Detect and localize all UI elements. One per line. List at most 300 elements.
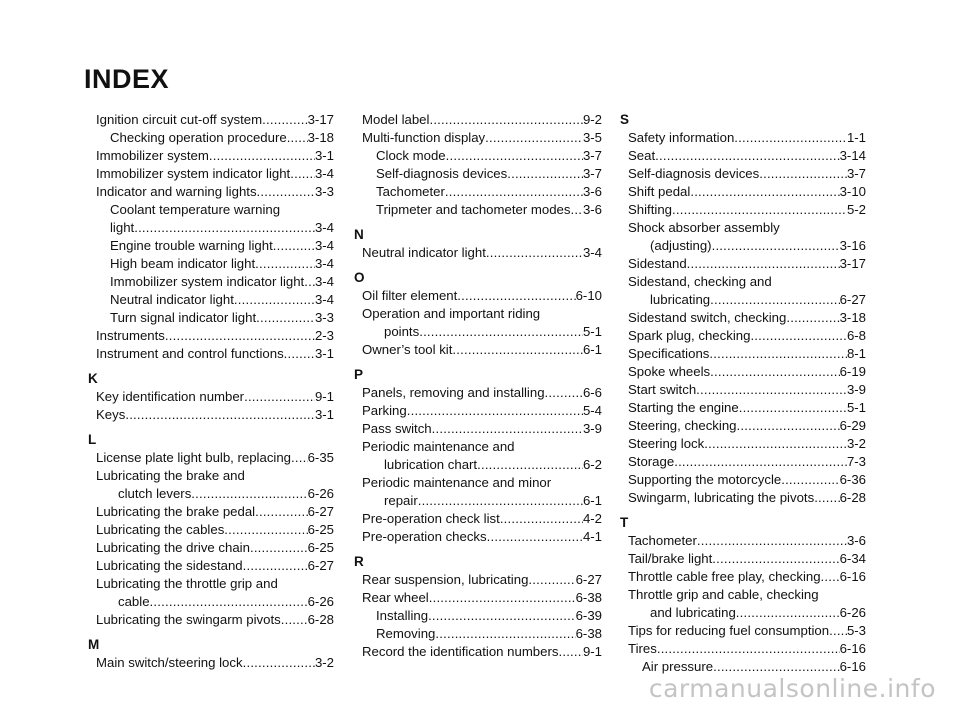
page-number: 2-3 (314, 328, 334, 343)
entry-text: Clock mode (376, 148, 446, 163)
index-entry-heading: Coolant temperature warning (110, 202, 281, 217)
dot-leader (432, 420, 583, 438)
dot-leader (291, 449, 308, 467)
dot-leader (255, 503, 308, 521)
page-number: 6-16 (839, 641, 866, 656)
dot-leader (781, 471, 839, 489)
dot-leader (255, 255, 315, 273)
dot-leader (429, 589, 576, 607)
page-number: 3-4 (314, 292, 334, 307)
page-number: 6-26 (307, 594, 334, 609)
index-entry (354, 528, 602, 546)
page-number: 7-3 (846, 454, 866, 469)
entry-text: Lubricating the cables (96, 522, 225, 537)
dot-leader (672, 201, 847, 219)
entry-text: Swingarm, lubricating the pivots (628, 490, 815, 505)
index-entry (88, 539, 334, 557)
index-entry (88, 255, 334, 273)
index-entry (354, 341, 602, 359)
index-entry (354, 589, 602, 607)
entry-text: Lubricating the swingarm pivots (96, 612, 281, 627)
page-number: 5-1 (582, 324, 602, 339)
entry-text: Seat (628, 148, 656, 163)
index-column-2 (354, 111, 602, 661)
dot-leader (655, 147, 839, 165)
index-entry (354, 287, 602, 305)
entry-text: clutch levers (118, 486, 192, 501)
page-number: 6-35 (307, 450, 334, 465)
dot-leader (486, 244, 583, 262)
entry-text: Record the identification numbers (362, 644, 559, 659)
index-entry (88, 273, 334, 291)
page-number: 6-39 (575, 608, 602, 623)
dot-leader (243, 557, 308, 575)
dot-leader (191, 485, 307, 503)
dot-leader (704, 435, 847, 453)
page-number: 3-10 (839, 184, 866, 199)
entry-text: Removing (376, 626, 436, 641)
page-number: 4-2 (582, 511, 602, 526)
page-number: 3-4 (314, 238, 334, 253)
entry-text: points (384, 324, 420, 339)
entry-text: Shift pedal (628, 184, 691, 199)
entry-text: Oil filter element (362, 288, 458, 303)
index-entry (620, 550, 866, 568)
entry-text: Tail/brake light (628, 551, 713, 566)
dot-leader (507, 165, 583, 183)
dot-leader (284, 345, 315, 363)
entry-text: Engine trouble warning light (110, 238, 273, 253)
dot-leader (134, 219, 315, 237)
index-entry (88, 503, 334, 521)
dot-leader (697, 532, 847, 550)
index-entry (354, 384, 602, 402)
page-number: 3-2 (314, 655, 334, 670)
index-entry (88, 406, 334, 424)
dot-leader (125, 406, 315, 424)
entry-text: Tires (628, 641, 657, 656)
page-number: 3-18 (839, 310, 866, 325)
page-number: 3-17 (307, 112, 334, 127)
dot-leader (786, 309, 839, 327)
dot-leader (457, 287, 575, 305)
entry-text: Tripmeter and tachometer modes (376, 202, 571, 217)
index-entry-heading: Throttle grip and cable, checking (628, 587, 819, 602)
entry-text: Parking (362, 403, 407, 418)
page-number: 6-27 (307, 504, 334, 519)
index-entry (354, 129, 602, 147)
page-number: 6-16 (839, 569, 866, 584)
page-number: 5-2 (846, 202, 866, 217)
entry-text: Neutral indicator light (110, 292, 234, 307)
dot-leader (446, 147, 583, 165)
index-entry (354, 201, 602, 219)
index-entry (620, 309, 866, 327)
index-entry (88, 219, 334, 237)
index-entry (88, 388, 334, 406)
page-number: 3-5 (582, 130, 602, 145)
index-entry (88, 111, 334, 129)
entry-text: Ignition circuit cut-off system (96, 112, 263, 127)
page-number: 4-1 (582, 529, 602, 544)
page-number: 9-2 (582, 112, 602, 127)
entry-text: Sidestand (628, 256, 687, 271)
dot-leader (418, 492, 583, 510)
dot-leader (407, 402, 583, 420)
page-number: 3-4 (314, 220, 334, 235)
index-entry (354, 244, 602, 262)
entry-text: Storage (628, 454, 675, 469)
entry-text: Shifting (628, 202, 672, 217)
index-entry (354, 183, 602, 201)
page-number: 5-1 (846, 400, 866, 415)
entry-text: Air pressure (642, 659, 714, 674)
entry-text: Supporting the motorcycle (628, 472, 782, 487)
page-number: 6-6 (582, 385, 602, 400)
page-number: 3-9 (582, 421, 602, 436)
page-number: 6-38 (575, 590, 602, 605)
index-entry (620, 568, 866, 586)
dot-leader (250, 539, 308, 557)
index-entry (620, 291, 866, 309)
index-entry (620, 129, 866, 147)
dot-leader (487, 528, 583, 546)
page-number: 6-34 (839, 551, 866, 566)
page-number: 6-10 (575, 288, 602, 303)
index-entry-heading: Lubricating the brake and (96, 468, 245, 483)
index-entry (620, 381, 866, 399)
dot-leader (736, 604, 840, 622)
dot-leader (304, 273, 315, 291)
page-number: 6-25 (307, 522, 334, 537)
index-entry-heading: Sidestand, checking and (628, 274, 772, 289)
section-letter: K (88, 371, 98, 386)
dot-leader (710, 363, 839, 381)
dot-leader (500, 510, 583, 528)
index-entry (88, 521, 334, 539)
entry-text: Sidestand switch, checking (628, 310, 787, 325)
dot-leader (710, 291, 839, 309)
entry-text: Pre-operation checks (362, 529, 487, 544)
entry-text: Indicator and warning lights (96, 184, 257, 199)
entry-text: Tachometer (628, 533, 697, 548)
dot-leader (224, 521, 307, 539)
entry-text: Immobilizer system indicator light (96, 166, 291, 181)
dot-leader (814, 489, 839, 507)
index-entry (620, 489, 866, 507)
index-entry (620, 417, 866, 435)
index-entry (88, 237, 334, 255)
index-entry (620, 453, 866, 471)
page-number: 6-29 (839, 418, 866, 433)
dot-leader (287, 129, 308, 147)
entry-text: Neutral indicator light (362, 245, 486, 260)
dot-leader (696, 381, 847, 399)
page-number: 5-3 (846, 623, 866, 638)
entry-text: Spark plug, checking (628, 328, 751, 343)
dot-leader (257, 183, 315, 201)
section-letter: S (620, 112, 630, 127)
page-number: 3-4 (314, 274, 334, 289)
section-letter: M (88, 637, 100, 652)
index-column-3 (620, 111, 866, 676)
page-number: 3-4 (314, 256, 334, 271)
entry-text: Instruments (96, 328, 165, 343)
entry-text: repair (384, 493, 418, 508)
entry-text: Keys (96, 407, 126, 422)
page-number: 1-1 (846, 130, 866, 145)
entry-text: Rear wheel (362, 590, 429, 605)
dot-leader (256, 309, 315, 327)
index-entry (354, 643, 602, 661)
index-entry (354, 571, 602, 589)
index-entry (620, 345, 866, 363)
index-column-1 (88, 111, 334, 672)
page-number: 6-36 (839, 472, 866, 487)
dot-leader (428, 607, 576, 625)
section-letter: O (354, 270, 365, 285)
entry-text: Immobilizer system indicator light (110, 274, 305, 289)
dot-leader (429, 111, 582, 129)
page-number: 6-25 (307, 540, 334, 555)
index-entry (88, 611, 334, 629)
dot-leader (737, 417, 840, 435)
dot-leader (281, 611, 308, 629)
watermark: carmanualsonline.info (648, 674, 936, 703)
entry-text: cable (118, 594, 150, 609)
page-number: 3-2 (846, 436, 866, 451)
page-number: 3-9 (846, 382, 866, 397)
index-entry (620, 363, 866, 381)
index-entry (354, 111, 602, 129)
entry-text: Immobilizer system (96, 148, 209, 163)
index-entry (88, 165, 334, 183)
index-entry (354, 165, 602, 183)
page-number: 3-3 (314, 184, 334, 199)
entry-text: Multi-function display (362, 130, 486, 145)
index-entry-heading: Periodic maintenance and minor (362, 475, 552, 490)
dot-leader (734, 129, 847, 147)
page-number: 3-1 (314, 407, 334, 422)
index-entry (620, 604, 866, 622)
dot-leader (290, 165, 315, 183)
dot-leader (759, 165, 847, 183)
entry-text: High beam indicator light (110, 256, 256, 271)
page-number: 3-7 (582, 166, 602, 181)
entry-text: Checking operation procedure (110, 130, 287, 145)
page-number: 3-6 (582, 202, 602, 217)
page-number: 3-18 (307, 130, 334, 145)
dot-leader (485, 129, 583, 147)
entry-text: and lubricating (650, 605, 736, 620)
page-number: 9-1 (582, 644, 602, 659)
dot-leader (558, 643, 582, 661)
entry-text: lubricating (650, 292, 711, 307)
entry-text: Rear suspension, lubricating (362, 572, 529, 587)
index-entry (354, 510, 602, 528)
index-entry (88, 485, 334, 503)
entry-text: Installing (376, 608, 429, 623)
dot-leader (452, 341, 583, 359)
index-entry (620, 640, 866, 658)
dot-leader (234, 291, 315, 309)
page-number: 3-4 (314, 166, 334, 181)
entry-text: Pass switch (362, 421, 432, 436)
page-number: 6-2 (582, 457, 602, 472)
page-number: 3-16 (839, 238, 866, 253)
dot-leader (570, 201, 582, 219)
index-entry-heading: Shock absorber assembly (628, 220, 780, 235)
page-number: 3-3 (314, 310, 334, 325)
entry-text: Steering lock (628, 436, 705, 451)
section-letter: P (354, 367, 364, 382)
page-number: 3-6 (582, 184, 602, 199)
entry-text: Start switch (628, 382, 697, 397)
entry-text: Tachometer (376, 184, 445, 199)
page-number: 6-26 (839, 605, 866, 620)
entry-text: Tips for reducing fuel consumption (628, 623, 830, 638)
page-number: 3-1 (314, 148, 334, 163)
entry-text: Main switch/steering lock (96, 655, 243, 670)
page-number: 5-4 (582, 403, 602, 418)
dot-leader (709, 345, 847, 363)
index-entry (620, 147, 866, 165)
index-entry (88, 345, 334, 363)
page-number: 3-17 (839, 256, 866, 271)
page-title: INDEX (84, 64, 170, 94)
index-entry (354, 420, 602, 438)
index-entry-heading: Lubricating the throttle grip and (96, 576, 278, 591)
index-entry (88, 147, 334, 165)
page-number: 6-19 (839, 364, 866, 379)
entry-text: light (110, 220, 135, 235)
page-number: 3-7 (846, 166, 866, 181)
page-number: 8-1 (846, 346, 866, 361)
dot-leader (165, 327, 315, 345)
index-entry (620, 532, 866, 550)
index-entry (354, 492, 602, 510)
page-number: 6-16 (839, 659, 866, 674)
entry-text: License plate light bulb, replacing (96, 450, 292, 465)
page-number: 6-27 (575, 572, 602, 587)
dot-leader (243, 654, 315, 672)
index-entry (620, 435, 866, 453)
dot-leader (712, 237, 840, 255)
entry-text: Model label (362, 112, 430, 127)
entry-text: Key identification number (96, 389, 245, 404)
page-number: 6-28 (839, 490, 866, 505)
dot-leader (674, 453, 847, 471)
entry-text: Turn signal indicator light (110, 310, 257, 325)
dot-leader (690, 183, 839, 201)
entry-text: Self-diagnosis devices (628, 166, 760, 181)
dot-leader (528, 571, 575, 589)
dot-leader (435, 625, 575, 643)
page-number: 3-1 (314, 346, 334, 361)
section-letter: R (354, 554, 364, 569)
dot-leader (750, 327, 847, 345)
section-letter: N (354, 227, 364, 242)
entry-text: Owner’s tool kit (362, 342, 453, 357)
index-entry (88, 129, 334, 147)
index-entry (620, 165, 866, 183)
index-entry (88, 183, 334, 201)
page-number: 9-1 (314, 389, 334, 404)
index-entry (88, 449, 334, 467)
entry-text: Safety information (628, 130, 735, 145)
page-number: 3-14 (839, 148, 866, 163)
index-entry (354, 625, 602, 643)
index-entry (354, 607, 602, 625)
entry-text: (adjusting) (650, 238, 712, 253)
page-number: 6-27 (839, 292, 866, 307)
page-number: 6-38 (575, 626, 602, 641)
page-number: 3-6 (846, 533, 866, 548)
page-number: 6-1 (582, 342, 602, 357)
index-entry (620, 471, 866, 489)
entry-text: Panels, removing and installing (362, 385, 545, 400)
dot-leader (150, 593, 308, 611)
entry-text: Pre-operation check list (362, 511, 500, 526)
entry-text: Starting the engine (628, 400, 739, 415)
dot-leader (657, 640, 840, 658)
index-entry (88, 654, 334, 672)
entry-text: Steering, checking (628, 418, 737, 433)
index-entry (354, 323, 602, 341)
index-entry (620, 183, 866, 201)
entry-text: Spoke wheels (628, 364, 711, 379)
index-entry (88, 327, 334, 345)
dot-leader (821, 568, 840, 586)
index-entry (620, 622, 866, 640)
dot-leader (419, 323, 583, 341)
page-number: 6-26 (307, 486, 334, 501)
index-entry-heading: Operation and important riding (362, 306, 541, 321)
section-letter: L (88, 432, 97, 447)
dot-leader (829, 622, 847, 640)
dot-leader (244, 388, 315, 406)
entry-text: Self-diagnosis devices (376, 166, 508, 181)
index-entry (620, 255, 866, 273)
dot-leader (477, 456, 583, 474)
index-entry (620, 237, 866, 255)
dot-leader (262, 111, 307, 129)
dot-leader (712, 550, 839, 568)
page-number: 6-27 (307, 558, 334, 573)
index-entry (354, 402, 602, 420)
dot-leader (209, 147, 315, 165)
page-number: 3-7 (582, 148, 602, 163)
dot-leader (739, 399, 847, 417)
page-number: 6-1 (582, 493, 602, 508)
index-entry (620, 327, 866, 345)
entry-text: Throttle cable free play, checking (628, 569, 821, 584)
entry-text: Instrument and control functions (96, 346, 284, 361)
index-entry (88, 593, 334, 611)
section-letter: T (620, 515, 629, 530)
dot-leader (545, 384, 583, 402)
index-entry (354, 147, 602, 165)
entry-text: Lubricating the brake pedal (96, 504, 256, 519)
index-entry (620, 201, 866, 219)
page-number: 3-4 (582, 245, 602, 260)
entry-text: lubrication chart (384, 457, 478, 472)
dot-leader (445, 183, 583, 201)
entry-text: Specifications (628, 346, 710, 361)
dot-leader (273, 237, 315, 255)
index-entry-heading: Periodic maintenance and (362, 439, 515, 454)
index-entry (88, 291, 334, 309)
